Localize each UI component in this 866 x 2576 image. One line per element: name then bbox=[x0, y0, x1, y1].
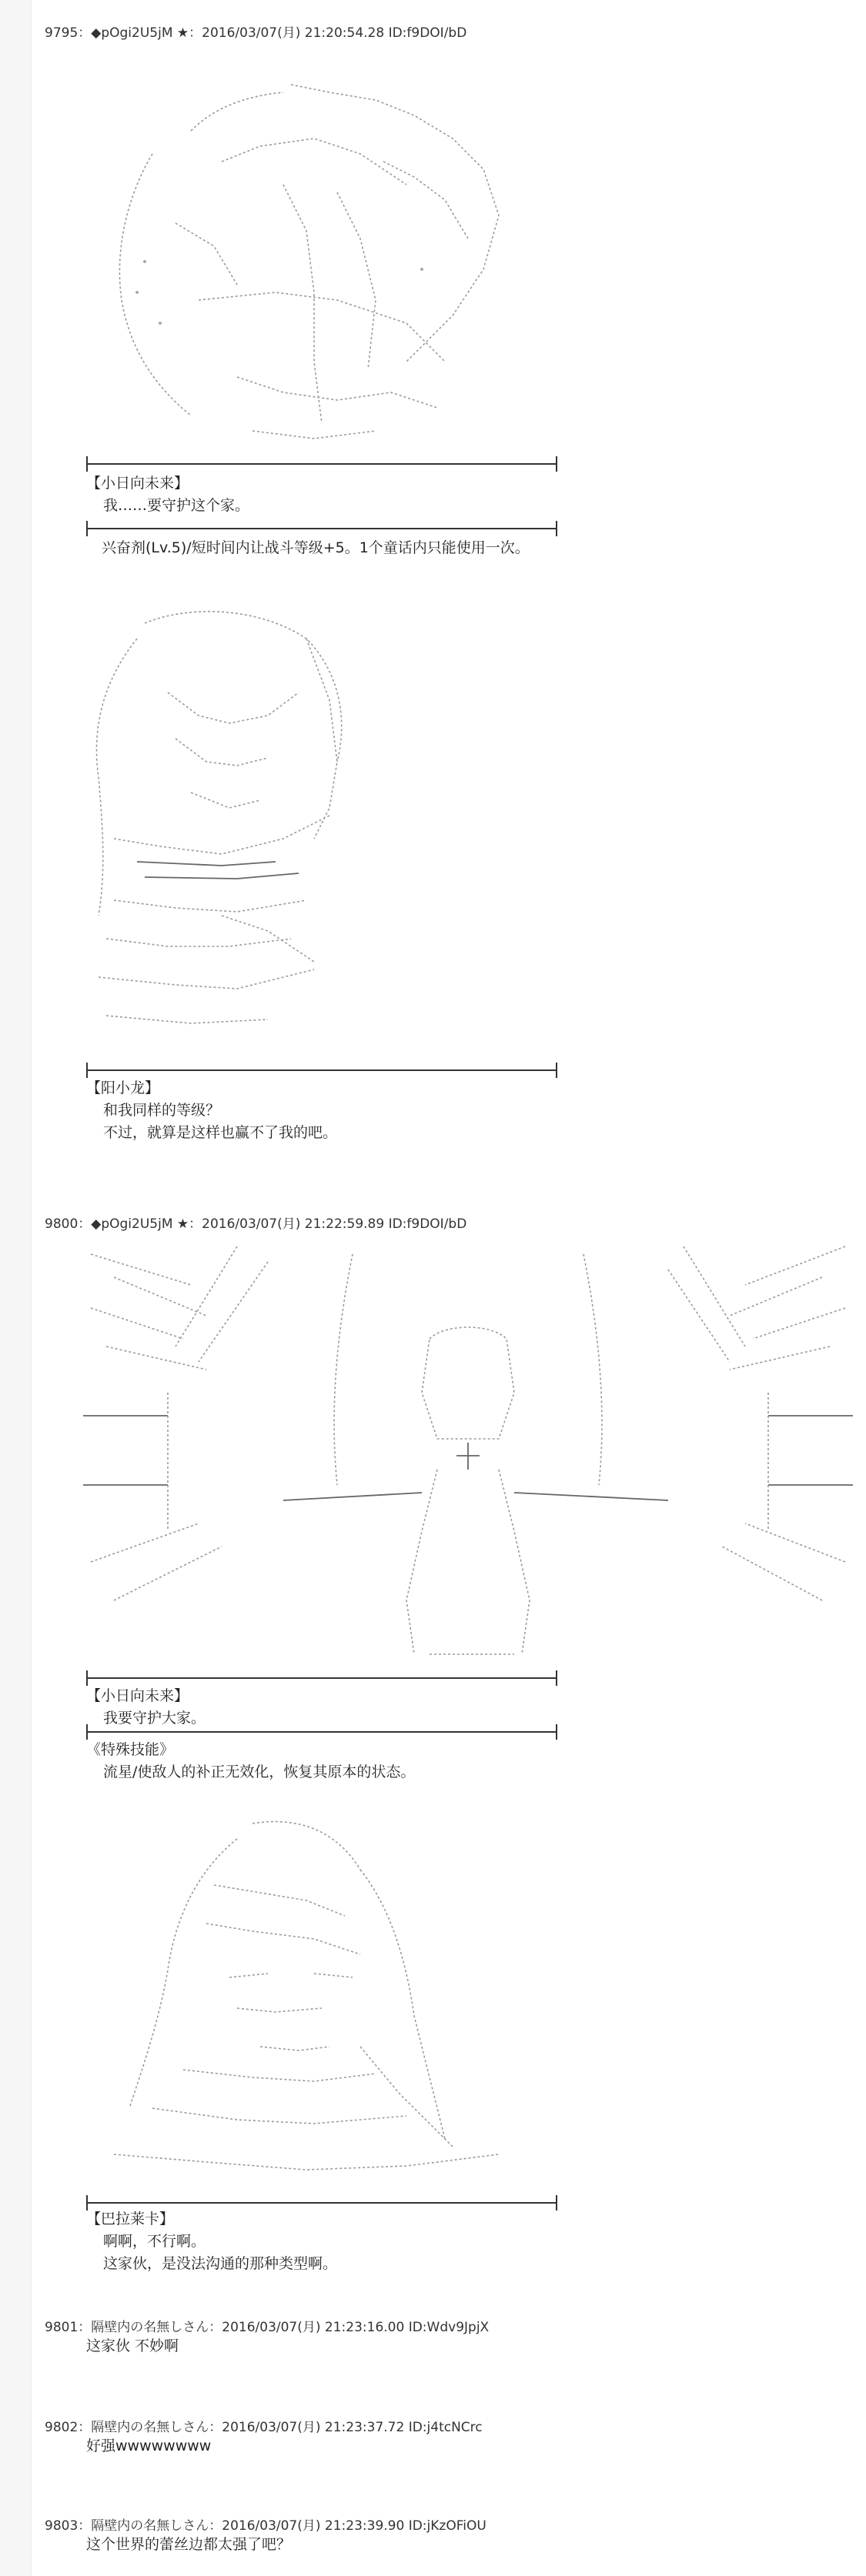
left-gutter bbox=[0, 0, 32, 2576]
comment-header-9802: 9802：隔壁内の名無しさん：2016/03/07(月) 21:23:37.72 ID:j4tcNCrc bbox=[45, 2420, 483, 2435]
comment-body-9802: 好强wwwwwwww bbox=[86, 2438, 212, 2454]
narration-text: 兴奋剂(Lv.5)/短时间内让战斗等级+5。1个童话内只能使用一次。 bbox=[102, 539, 530, 556]
divider bbox=[86, 2202, 557, 2204]
ascii-art-miku-hand bbox=[83, 69, 514, 454]
speech-line: 啊啊，不行啊。 bbox=[103, 2233, 206, 2250]
speaker-name: 【小日向未来】 bbox=[86, 475, 189, 492]
speech-block bbox=[86, 2208, 337, 2275]
speaker-name: 【阳小龙】 bbox=[86, 1079, 160, 1096]
skill-name: 《特殊技能》 bbox=[86, 1741, 175, 1758]
comment-header-9801: 9801：隔壁内の名無しさん：2016/03/07(月) 21:23:16.00 ID:Wdv9JpjX bbox=[45, 2320, 490, 2335]
ascii-art-balalaika bbox=[83, 1816, 514, 2185]
speaker-name: 【巴拉莱卡】 bbox=[86, 2211, 175, 2227]
speech-block bbox=[86, 472, 249, 517]
speech-block bbox=[86, 1685, 206, 1730]
divider bbox=[86, 463, 557, 465]
skill-desc: 流星/使敌人的补正无效化，恢复其原本的状态。 bbox=[103, 1763, 416, 1780]
speaker-name: 【小日向未来】 bbox=[86, 1687, 189, 1704]
narration bbox=[102, 537, 530, 559]
ascii-art-meteor-burst bbox=[83, 1239, 853, 1670]
comment-body-9801: 这家伙 不妙啊 bbox=[86, 2337, 179, 2354]
speech-line: 和我同样的等级？ bbox=[103, 1102, 221, 1119]
divider bbox=[86, 528, 557, 529]
post-header-9795: 9795：◆pOgi2U5jM ★：2016/03/07(月) 21:20:54.28 ID:f9DOI/bD bbox=[45, 25, 467, 41]
speech-line: 不过，就算是这样也赢不了我的吧。 bbox=[103, 1124, 338, 1141]
ascii-art-yang bbox=[83, 608, 360, 1054]
speech-line: 这家伙，是没法沟通的那种类型啊。 bbox=[103, 2255, 338, 2272]
divider bbox=[86, 1069, 557, 1071]
comment-header-9803: 9803：隔壁内の名無しさん：2016/03/07(月) 21:23:39.90 ID:jKzOFiOU bbox=[45, 2518, 486, 2534]
speech-line: 我……要守护这个家。 bbox=[103, 497, 250, 514]
divider bbox=[86, 1677, 557, 1679]
speech-line: 我要守护大家。 bbox=[103, 1710, 206, 1727]
post-header-9800: 9800：◆pOgi2U5jM ★：2016/03/07(月) 21:22:59.89 ID:f9DOI/bD bbox=[45, 1216, 467, 1232]
speech-block bbox=[86, 1077, 337, 1144]
skill-block bbox=[86, 1739, 415, 1784]
comment-body-9803: 这个世界的蕾丝边都太强了吧？ bbox=[86, 2536, 292, 2553]
divider bbox=[86, 1731, 557, 1733]
